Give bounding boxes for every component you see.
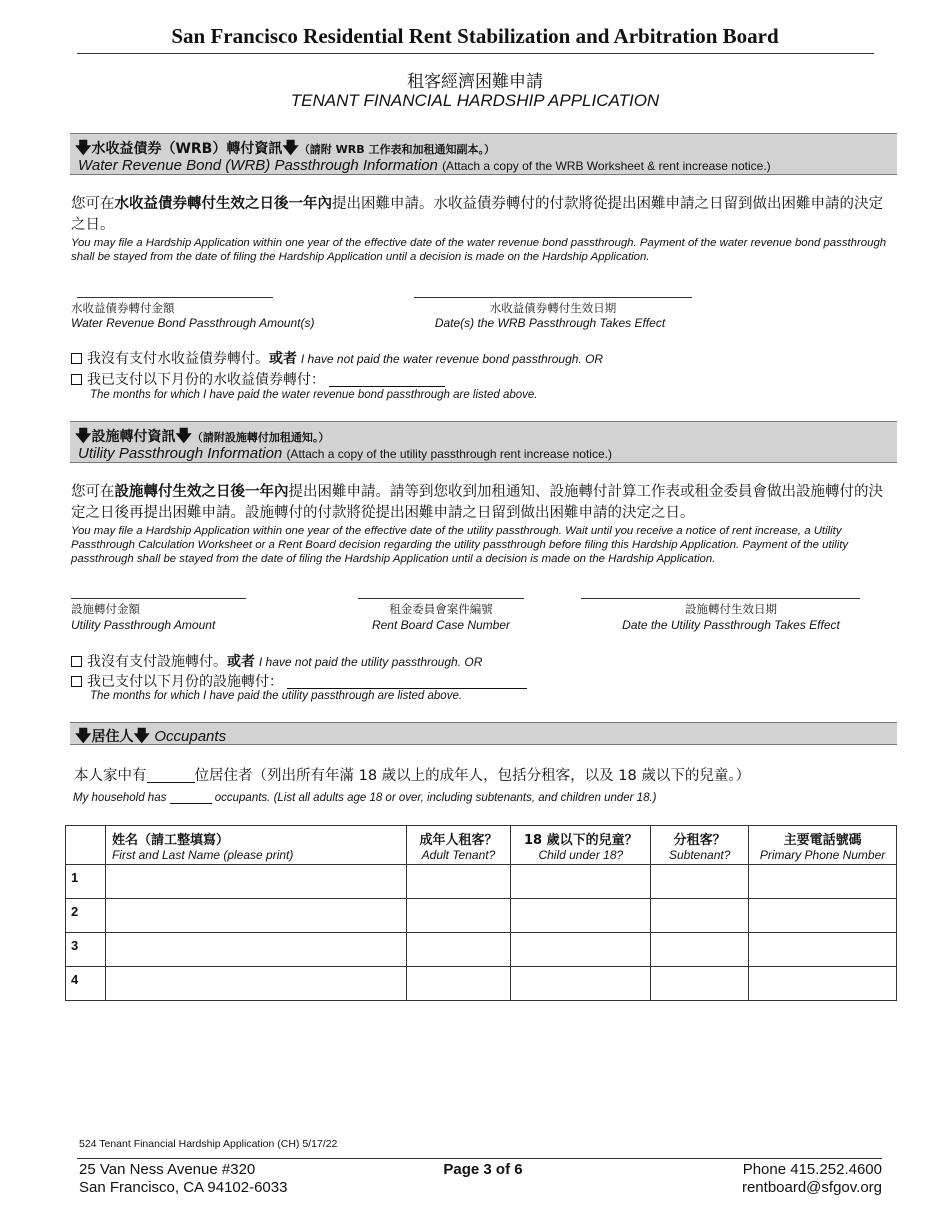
checkbox[interactable]	[71, 656, 82, 667]
name-cell[interactable]	[105, 865, 406, 899]
title-divider	[77, 53, 874, 54]
subtenant-cell[interactable]	[651, 933, 749, 967]
utility-not-paid-option[interactable]: 我沒有支付設施轉付。或者 I have not paid the utility passthrough. OR	[71, 651, 482, 671]
down-arrow-icon: 🡇	[75, 728, 92, 745]
wrb-paragraph-en: You may file a Hardship Application within one year of the effective date of the water revenue bond passthrough. Payment of the water revenue bond passthrough shall be stayed from the date of filing the Hardship Application until a decision is made on the Hardship Application.	[71, 237, 887, 263]
down-arrow-icon: 🡇	[282, 140, 299, 157]
utility-heading-zh: 設施轉付資訊	[91, 429, 176, 445]
form-code: 524 Tenant Financial Hardship Application (CH) 5/17/22	[79, 1138, 338, 1150]
name-cell[interactable]	[105, 899, 406, 933]
table-row	[66, 933, 897, 967]
occupants-heading-zh: 居住人	[91, 729, 134, 745]
column-header-adult-tenant: 成年人租客？ Adult Tenant?	[406, 826, 511, 865]
utility-paid-months-option[interactable]: 我已支付以下月份的設施轉付：	[71, 671, 527, 691]
child-cell[interactable]	[511, 967, 651, 1001]
checkbox[interactable]	[71, 676, 82, 687]
wrb-section-header	[70, 133, 897, 175]
utility-months-note: The months for which I have paid the utility passthrough are listed above.	[90, 690, 463, 702]
form-title-en: TENANT FINANCIAL HARDSHIP APPLICATION	[290, 91, 660, 110]
wrb-date-label-zh: 水收益債券轉付生效日期	[489, 301, 617, 315]
wrb-paid-months-option[interactable]: 我已支付以下月份的水收益債券轉付：	[71, 369, 445, 389]
wrb-amount-line[interactable]	[77, 297, 273, 298]
checkbox[interactable]	[71, 374, 82, 385]
wrb-paragraph-zh: 您可在水收益債券轉付生效之日後一年內提出困難申請。水收益債券轉付的付款將從提出困難申請之日留到做出困難申請的決定之日。	[71, 196, 883, 233]
wrb-not-paid-option[interactable]: 我沒有支付水收益債券轉付。或者 I have not paid the water revenue bond passthrough. OR	[71, 348, 603, 368]
household-count-en: My household has occupants. (List all adults age 18 or over, including subtenants, and children under 18.)	[73, 792, 657, 804]
occupants-heading-en: Occupants	[154, 728, 227, 745]
adult-tenant-cell[interactable]	[406, 967, 511, 1001]
household-count-field-en[interactable]	[170, 793, 212, 804]
utility-months-field[interactable]	[287, 675, 527, 689]
checkbox[interactable]	[71, 353, 82, 364]
utility-case-label-zh: 租金委員會案件編號	[389, 602, 493, 616]
column-header-phone: 主要電話號碼 Primary Phone Number	[749, 826, 897, 865]
org-title: San Francisco Residential Rent Stabilization and Arbitration Board	[171, 24, 779, 48]
column-header-child: 18 歲以下的兒童？ Child under 18?	[511, 826, 651, 865]
form-title-zh: 租客經濟困難申請	[407, 72, 543, 92]
wrb-date-line[interactable]	[414, 297, 692, 298]
utility-amount-label-en: Utility Passthrough Amount	[71, 618, 216, 632]
phone-cell[interactable]	[749, 967, 897, 1001]
table-row	[66, 967, 897, 1001]
child-cell[interactable]	[511, 933, 651, 967]
utility-paragraph-zh: 您可在設施轉付生效之日後一年內提出困難申請。請等到您收到加租通知、設施轉付計算工作表或租金委員會做出設施轉付的決定之日後再提出困難申請。設施轉付的付款將從提出困難申請之日留到做出困難申請的決定之日。	[71, 484, 883, 521]
column-header-subtenant: 分租客？ Subtenant?	[651, 826, 749, 865]
adult-tenant-cell[interactable]	[406, 899, 511, 933]
utility-heading-en: Utility Passthrough Information	[78, 445, 283, 462]
utility-paragraph-en: You may file a Hardship Application within one year of the effective date of the utility passthrough. Wait until you receive a notice of rent increase, a Utility Passthrough Calculation Worksheet or a Rent Board decision regarding the utility passthrough before filing this Hardship Application. Payment of the utility passthrough shall be stayed from the date of filing the Hardship Application until a decision is made on the Hardship Application.	[71, 525, 849, 565]
name-cell[interactable]	[105, 933, 406, 967]
occupants-section-header	[70, 722, 897, 745]
phone-cell[interactable]	[749, 865, 897, 899]
column-header-name: 姓名（請工整填寫） First and Last Name (please print)	[105, 826, 406, 865]
table-row	[66, 865, 897, 899]
utility-case-label-en: Rent Board Case Number	[371, 618, 511, 632]
subtenant-cell[interactable]	[651, 967, 749, 1001]
table-header-row	[66, 826, 897, 865]
row-number: 4	[66, 967, 106, 1001]
subtenant-cell[interactable]	[651, 865, 749, 899]
name-cell[interactable]	[105, 967, 406, 1001]
footer-divider	[77, 1158, 882, 1159]
email-link[interactable]: rentboard@sfgov.org	[741, 1179, 882, 1196]
adult-tenant-cell[interactable]	[406, 933, 511, 967]
row-number: 3	[66, 933, 106, 967]
household-count-field-zh[interactable]	[147, 769, 195, 783]
wrb-months-note: The months for which I have paid the water revenue bond passthrough are listed above.	[90, 389, 538, 401]
wrb-heading-en: Water Revenue Bond (WRB) Passthrough Information	[78, 157, 438, 174]
adult-tenant-cell[interactable]	[406, 865, 511, 899]
phone-cell[interactable]	[749, 899, 897, 933]
occupants-table	[65, 825, 897, 1001]
household-count-zh: 本人家中有 位居住者（列出所有年滿 18 歲以上的成年人，包括分租客，以及 18 歲以下的兒童。）	[74, 768, 751, 784]
down-arrow-icon: 🡇	[75, 140, 92, 157]
wrb-amount-label-zh: 水收益債券轉付金額	[71, 301, 175, 315]
wrb-months-field[interactable]	[329, 373, 445, 387]
down-arrow-icon: 🡇	[75, 428, 92, 445]
phone-cell[interactable]	[749, 933, 897, 967]
phone-number: Phone 415.252.4600	[742, 1161, 882, 1178]
utility-section-header	[70, 421, 897, 463]
subtenant-cell[interactable]	[651, 899, 749, 933]
down-arrow-icon: 🡇	[133, 728, 150, 745]
utility-amount-label-zh: 設施轉付金額	[71, 602, 140, 616]
utility-date-line[interactable]	[581, 598, 860, 599]
page-number: Page 3 of 6	[443, 1161, 523, 1178]
address-line-1: 25 Van Ness Avenue #320	[79, 1161, 256, 1178]
row-number-header	[66, 826, 106, 865]
wrb-heading-en-note: (Attach a copy of the WRB Worksheet & rent increase notice.)	[442, 159, 771, 173]
utility-date-label-zh: 設施轉付生效日期	[685, 602, 777, 616]
row-number: 1	[66, 865, 106, 899]
child-cell[interactable]	[511, 865, 651, 899]
child-cell[interactable]	[511, 899, 651, 933]
utility-amount-line[interactable]	[71, 598, 246, 599]
utility-heading-zh-note: （請附設施轉付加租通知。）	[191, 431, 330, 444]
table-row	[66, 899, 897, 933]
down-arrow-icon: 🡇	[175, 428, 192, 445]
wrb-heading-zh: 水收益債券（WRB）轉付資訊	[91, 141, 283, 157]
wrb-date-label-en: Date(s) the WRB Passthrough Takes Effect	[434, 316, 666, 330]
wrb-amount-label-en: Water Revenue Bond Passthrough Amount(s)	[71, 316, 315, 330]
utility-case-line[interactable]	[358, 598, 524, 599]
wrb-heading-zh-note: （請附 WRB 工作表和加租通知副本。）	[298, 143, 495, 156]
utility-heading-en-note: (Attach a copy of the utility passthrough rent increase notice.)	[286, 447, 612, 461]
address-line-2: San Francisco, CA 94102-6033	[79, 1179, 288, 1196]
row-number: 2	[66, 899, 106, 933]
utility-date-label-en: Date the Utility Passthrough Takes Effect	[622, 618, 840, 632]
